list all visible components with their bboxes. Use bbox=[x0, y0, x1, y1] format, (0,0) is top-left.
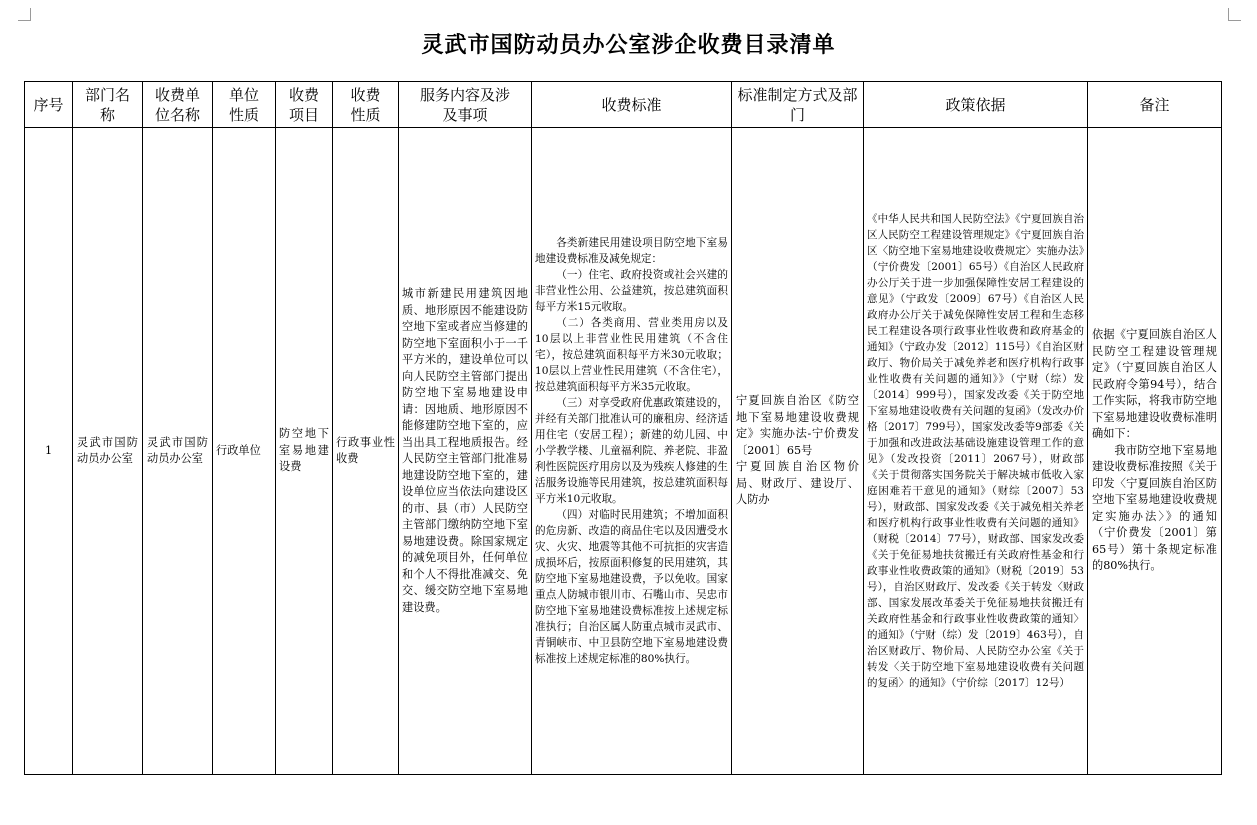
header-seq: 序号 bbox=[25, 82, 73, 128]
remark-intro: 依据《宁夏回族自治区人民防空工程建设管理规定》（宁夏回族自治区人民政府令第94号），结合工作实际，将我市防空地下室易地建设收费标准明确如下： bbox=[1092, 328, 1217, 441]
dept-value: 灵武市国防动员办公室 bbox=[77, 435, 138, 465]
cell-service bbox=[399, 128, 532, 775]
page-corner-mark-top-right bbox=[1228, 8, 1241, 21]
header-service: 服务内容及涉及事项 bbox=[399, 82, 532, 128]
header-standard: 收费标准 bbox=[532, 82, 732, 128]
cell-policy bbox=[864, 128, 1088, 775]
header-unit-nature: 单位性质 bbox=[213, 82, 276, 128]
policy-value: 《中华人民共和国人民防空法》《宁夏回族自治区人民防空工程建设管理规定》《宁夏回族自治区〈防空地下室易地建设收费规定〉实施办法》（宁价费发〔2001〕65号）《自治区人民政府办公厅关于进一步加强保障性安居工程建设的意见》（宁政发〔2009〕67号）《自治区人民政府办公厅关于减免保障性安居工程和生态移民工程建设各项行政事业性收费和政府基金的通知》（宁政办发〔2012〕115号）《自治区财政厅、物价局关于减免养老和医疗机构行政事业性收费有关问题的通知》》（宁财（综）发〔2014〕999号），国家发改委《关于防空地下室易地建设收费有关问题的复函》（发改办价格〔2017〕799号），国家发改委等9部委《关于加强和改进政法基础设施建设管理工作的意见》（发改投资〔2011〕2067号），财政部《关于贯彻落实国务院关于解决城市低收入家庭困难若干意见的通知》（财综〔2007〕53号），财政部、国家发改委《关于减免相关养老和医疗机构行政事业性收费有关问题的通知》（财税〔2014〕77号），财政部、国家发改委《关于免征易地扶贫搬迁有关政府性基金和行政事业性收费政策的通知》（财税〔2019〕53号），自治区财政厅、发改委《关于转发〈财政部、国家发展改革委关于免征易地扶贫搬迁有关政府性基金和行政事业性收费政策的通知〉的通知》（宁财（综）发〔2019〕463号），自治区财政厅、物价局、人民防空办公室《关于转发〈关于防空地下室易地建设收费有关问题的复函〉的通知》（宁价综〔2017〕12号） bbox=[867, 213, 1084, 689]
cell-unit-name bbox=[143, 128, 213, 775]
header-fee-item: 收费项目 bbox=[276, 82, 333, 128]
table-row bbox=[25, 128, 1222, 775]
unit-name-value: 灵武市国防动员办公室 bbox=[147, 435, 208, 465]
method-basis: 宁夏回族自治区《防空地下室易地建设收费规定》实施办法-宁价费发〔2001〕65号 bbox=[736, 394, 859, 457]
page-corner-mark-top-left bbox=[18, 8, 31, 21]
method-departments: 宁夏回族自治区物价局、财政厅、建设厅、人防办 bbox=[736, 460, 859, 507]
standard-item: （二）各类商用、营业类用房以及10层以上非营业性民用建筑（不含住宅），按总建筑面积每平方米30元收取；10层以上营业性民用建筑（不含住宅），按总建筑面积每平方米35元收取。 bbox=[535, 317, 728, 393]
header-dept: 部门名称 bbox=[73, 82, 143, 128]
cell-seq bbox=[25, 128, 73, 775]
fee-item-value: 防空地下室易地建设费 bbox=[279, 427, 329, 474]
standard-item: （一）住宅、政府投资或社会兴建的非营业性公用、公益建筑，按总建筑面积每平方米15元收取。 bbox=[535, 269, 728, 313]
standard-intro: 各类新建民用建设项目防空地下室易地建设费标准及减免规定： bbox=[535, 237, 728, 265]
fee-catalog-table bbox=[24, 81, 1222, 775]
standard-item: （三）对享受政府优惠政策建设的，并经有关部门批准认可的廉租房、经济适用住宅（安居工程）；新建的幼儿园、中小学教学楼、儿童福利院、养老院、非盈利性医院医疗用房以及为残疾人修建的生活服务设施等民用建筑，按总建筑面积每平方米10元收取。 bbox=[535, 397, 728, 505]
cell-fee-item bbox=[276, 128, 333, 775]
cell-method bbox=[732, 128, 864, 775]
cell-unit-nature bbox=[213, 128, 276, 775]
header-fee-nature: 收费性质 bbox=[333, 82, 399, 128]
header-remark: 备注 bbox=[1088, 82, 1222, 128]
fee-nature-value: 行政事业性收费 bbox=[336, 435, 395, 465]
document-title: 灵武市国防动员办公室涉企收费目录清单 bbox=[421, 33, 836, 58]
remark-detail: 我市防空地下室易地建设收费标准按照《关于印发〈宁夏回族自治区防空地下室易地建设收费规定实施办法〉》的通知（宁价费发〔2001〕第65号）第十条规定标准的80%执行。 bbox=[1092, 443, 1217, 573]
cell-dept bbox=[73, 128, 143, 775]
standard-item: （四）对临时民用建筑；不增加面积的危房新、改造的商品住宅以及因遭受水灾、火灾、地震等其他不可抗拒的灾害造成损坏后，按原面积修复的民用建筑，其防空地下室易地建设费，予以免收。国家重点人防城市银川市、石嘴山市、吴忠市防空地下室易地建设费标准按上述规定标准执行；自治区属人防重点城市灵武市、青铜峡市、中卫县防空地下室易地建设费标准按上述规定标准的80%执行。 bbox=[535, 509, 728, 665]
cell-standard bbox=[532, 128, 732, 775]
cell-remark bbox=[1088, 128, 1222, 775]
header-unit-name: 收费单位名称 bbox=[143, 82, 213, 128]
table-header-row bbox=[25, 82, 1222, 128]
header-method: 标准制定方式及部门 bbox=[732, 82, 864, 128]
cell-fee-nature bbox=[333, 128, 399, 775]
unit-nature-value: 行政单位 bbox=[216, 443, 261, 457]
header-policy: 政策依据 bbox=[864, 82, 1088, 128]
service-value: 城市新建民用建筑因地质、地形原因不能建设防空地下室或者应当修建的防空地下室面积小于一千平方米的，建设单位可以向人民防空主管部门提出防空地下室易地建设申请：因地质、地形原因不能修建防空地下室的，应当出具工程地质报告。经人民防空主管部门批准易地建设防空地下室的，建设单位应当依法向建设区的市、县（市）人民防空主管部门缴纳防空地下室易地建设费。除国家规定的减免项目外，任何单位和个人不得批准减交、免交、缓交防空地下室易地建设费。 bbox=[402, 287, 528, 614]
seq-value: 1 bbox=[44, 443, 53, 457]
